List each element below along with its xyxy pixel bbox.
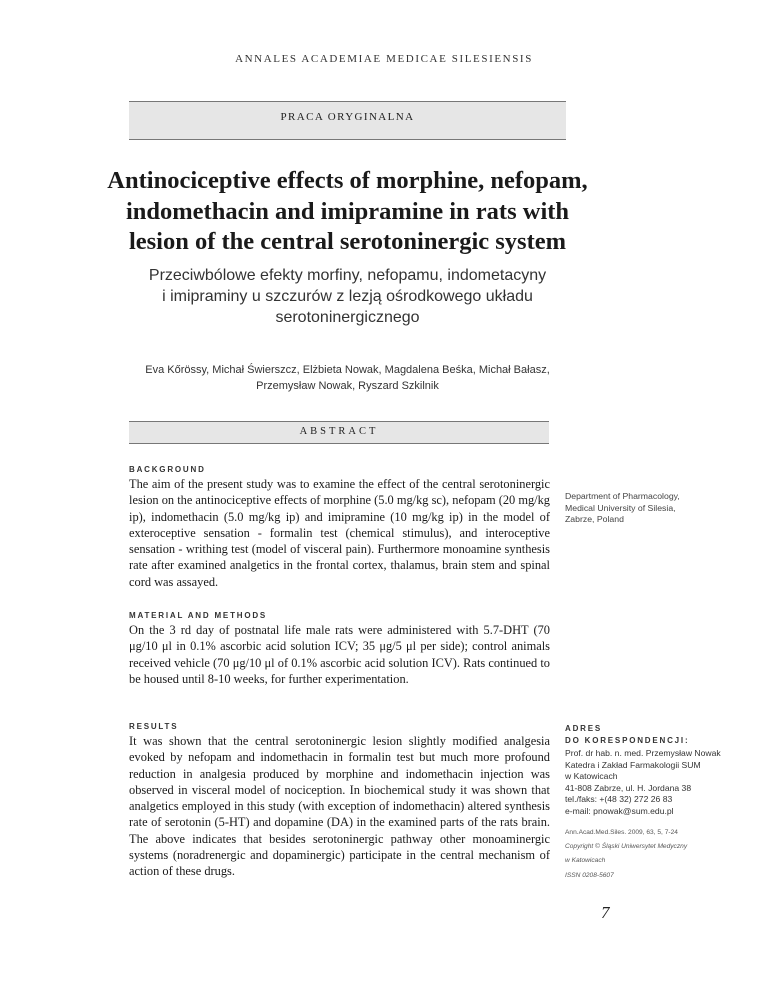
title-line: Antinociceptive effects of morphine, nefopam,	[107, 167, 588, 194]
article-title	[100, 166, 595, 258]
affiliation	[565, 491, 715, 526]
journal-name: ANNALES ACADEMIAE MEDICAE SILESIENSIS	[235, 53, 533, 65]
correspondence-line: Katedra i Zakład Farmakologii SUM	[565, 759, 701, 770]
subtitle-line: i imipraminy u szczurów z lezją ośrodkowego układu	[162, 288, 533, 305]
correspondence-line: w Katowicach	[565, 771, 618, 782]
correspondence-line: tel./faks: +(48 32) 272 26 83	[565, 794, 673, 805]
issn: ISSN 0208-5607	[565, 871, 614, 879]
correspondence-email[interactable]: e-mail: pnowak@sum.edu.pl	[565, 805, 674, 816]
subtitle-line: Przeciwbólowe efekty morfiny, nefopamu, indometacyny	[148, 267, 547, 284]
article-type-label: PRACA ORYGINALNA	[280, 111, 415, 123]
polish-title	[110, 265, 585, 328]
copyright-line: Copyright © Śląski Uniwersytet Medyczny	[565, 843, 688, 851]
background-heading: BACKGROUND	[129, 465, 206, 474]
correspondence-line: Prof. dr hab. n. med. Przemysław Nowak	[565, 748, 721, 758]
background-text: The aim of the present study was to examine the effect of the central serotoninergic lesion on the antinociceptive effects of morphine (5.0 mg/kg sc), nefopam (20 mg/kg ip), indomethacin (5.0 mg/kg ip) and imipramine (10 mg/kg ip) in the model of exteroceptive sensation - formalin test (chemical stimulus), and interoceptive sensation - writhing test (model of visceral pain). Furthermore monoamine synthesis rate after examined analgetics in the frontal cortex, thalamus, brain stem and spinal cord was assayed.	[129, 477, 550, 589]
authors-line: Przemysław Nowak, Ryszard Szkilnik	[256, 380, 439, 392]
correspondence-address	[565, 748, 725, 818]
methods-text: On the 3 rd day of postnatal life male rats were administered with 5.7-DHT (70 μg/10 μl in 0.1% ascorbic acid solution ICV; 35 μg/5 μl per side); control animals received vehicle (70 μg/10 μl of 0.1% ascorbic acid solution ICV). Rats continued to be housed until 8-10 weeks, for further experimentation.	[129, 623, 550, 686]
subtitle-line: serotoninergicznego	[275, 309, 420, 326]
authors-line: Eva Kőrössy, Michał Świerszcz, Elżbieta Nowak, Magdalena Beśka, Michał Bałasz,	[145, 364, 550, 376]
title-line: lesion of the central serotoninergic system	[128, 228, 567, 255]
results-heading: RESULTS	[129, 722, 179, 731]
author-list	[100, 362, 595, 394]
page-number: 7	[601, 903, 610, 922]
correspondence-heading-line: ADRES	[565, 724, 603, 733]
affiliation-line: Zabrze, Poland	[565, 514, 624, 524]
affiliation-line: Department of Pharmacology,	[565, 491, 680, 501]
title-line: indomethacin and imipramine in rats with	[125, 197, 570, 225]
journal-citation: Ann.Acad.Med.Siles. 2009, 63, 5, 7-24	[565, 829, 678, 836]
citation-block	[565, 826, 735, 883]
results-text: It was shown that the central serotoninergic lesion slightly modified analgesia evoked by nefopam and indomethacin in formalin test but much more profound reduction in analgesia produced by morphine and indomethacin injection was observed in visceral model of nociception. In biochemical study it was shown that analgetics employed in this study (with exception of indomethacin) altered synthesis rate of serotonin (5-HT) and dopamine (DA) in the examined parts of the rats brain. The above indicates that besides serotoninergic pathway other monoaminergic systems (noradrenergic and dopaminergic) participate in the central mechanism of action of these drugs.	[129, 734, 550, 879]
abstract-heading: ABSTRACT	[299, 426, 379, 437]
correspondence-heading	[565, 723, 725, 747]
methods-heading: MATERIAL AND METHODS	[129, 611, 268, 620]
copyright-line: w Katowicach	[565, 857, 606, 865]
correspondence-line: 41-808 Zabrze, ul. H. Jordana 38	[565, 782, 692, 793]
correspondence-heading-line: DO KORESPONDENCJI:	[565, 736, 690, 745]
affiliation-line: Medical University of Silesia,	[565, 502, 676, 513]
